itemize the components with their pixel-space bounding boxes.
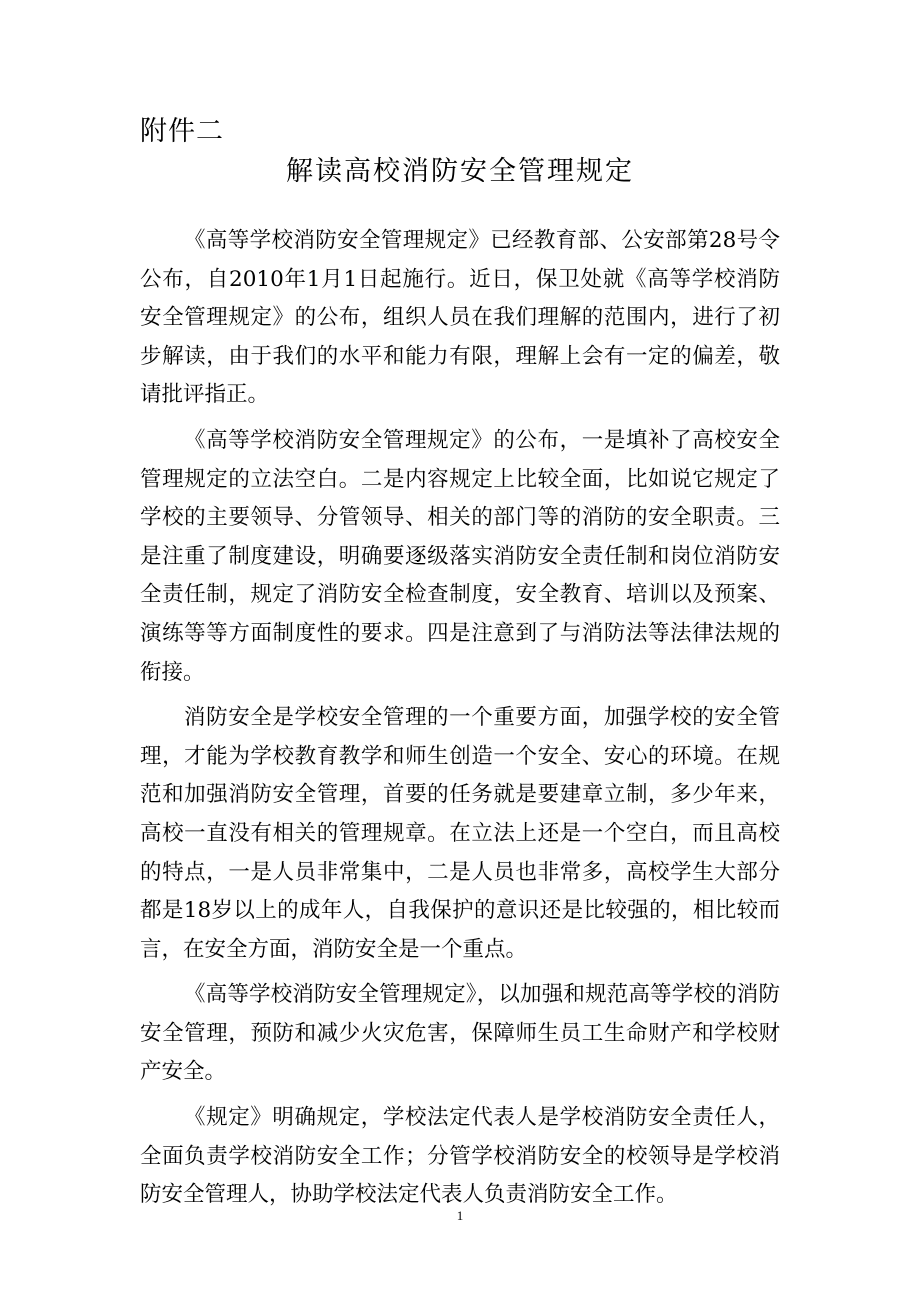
document-title: 解读高校消防安全管理规定 xyxy=(286,156,634,187)
paragraph-1: 《高等学校消防安全管理规定》已经教育部、公安部第28号令公布，自2010年1月1日起施行。近日，保卫处就《高等学校消防安全管理规定》的公布，组织人员在我们理解的范围内，进行了初步解读，由于我们的水平和能力有限，理解上会有一定的偏差，敬请批评指正。 xyxy=(140,228,780,408)
document-body xyxy=(140,222,780,1222)
paragraph-2: 《高等学校消防安全管理规定》的公布，一是填补了高校安全管理规定的立法空白。二是内容规定上比较全面，比如说它规定了学校的主要领导、分管领导、相关的部门等的消防的安全职责。三是注重了制度建设，明确要逐级落实消防安全责任制和岗位消防安全责任制，规定了消防安全检查制度，安全教育、培训以及预案、演练等等方面制度性的要求。四是注意到了与消防法等法律法规的衔接。 xyxy=(140,427,780,685)
paragraph-5: 《规定》明确规定，学校法定代表人是学校消防安全责任人，全面负责学校消防安全工作；分管学校消防安全的校领导是学校消防安全管理人，协助学校法定代表人负责消防安全工作。 xyxy=(140,1105,780,1208)
paragraph-3: 消防安全是学校安全管理的一个重要方面，加强学校的安全管理，才能为学校教育教学和师生创造一个安全、安心的环境。在规范和加强消防安全管理，首要的任务就是要建章立制，多少年来，高校一直没有相关的管理规章。在立法上还是一个空白，而且高校的特点，一是人员非常集中，二是人员也非常多，高校学生大部分都是18岁以上的成年人，自我保护的意识还是比较强的，相比较而言，在安全方面，消防安全是一个重点。 xyxy=(140,705,780,962)
attachment-label: 附件二 xyxy=(140,116,224,147)
paragraph-4: 《高等学校消防安全管理规定》，以加强和规范高等学校的消防安全管理，预防和减少火灾危害，保障师生员工生命财产和学校财产安全。 xyxy=(140,982,780,1085)
page-number: 1 xyxy=(456,1208,464,1223)
